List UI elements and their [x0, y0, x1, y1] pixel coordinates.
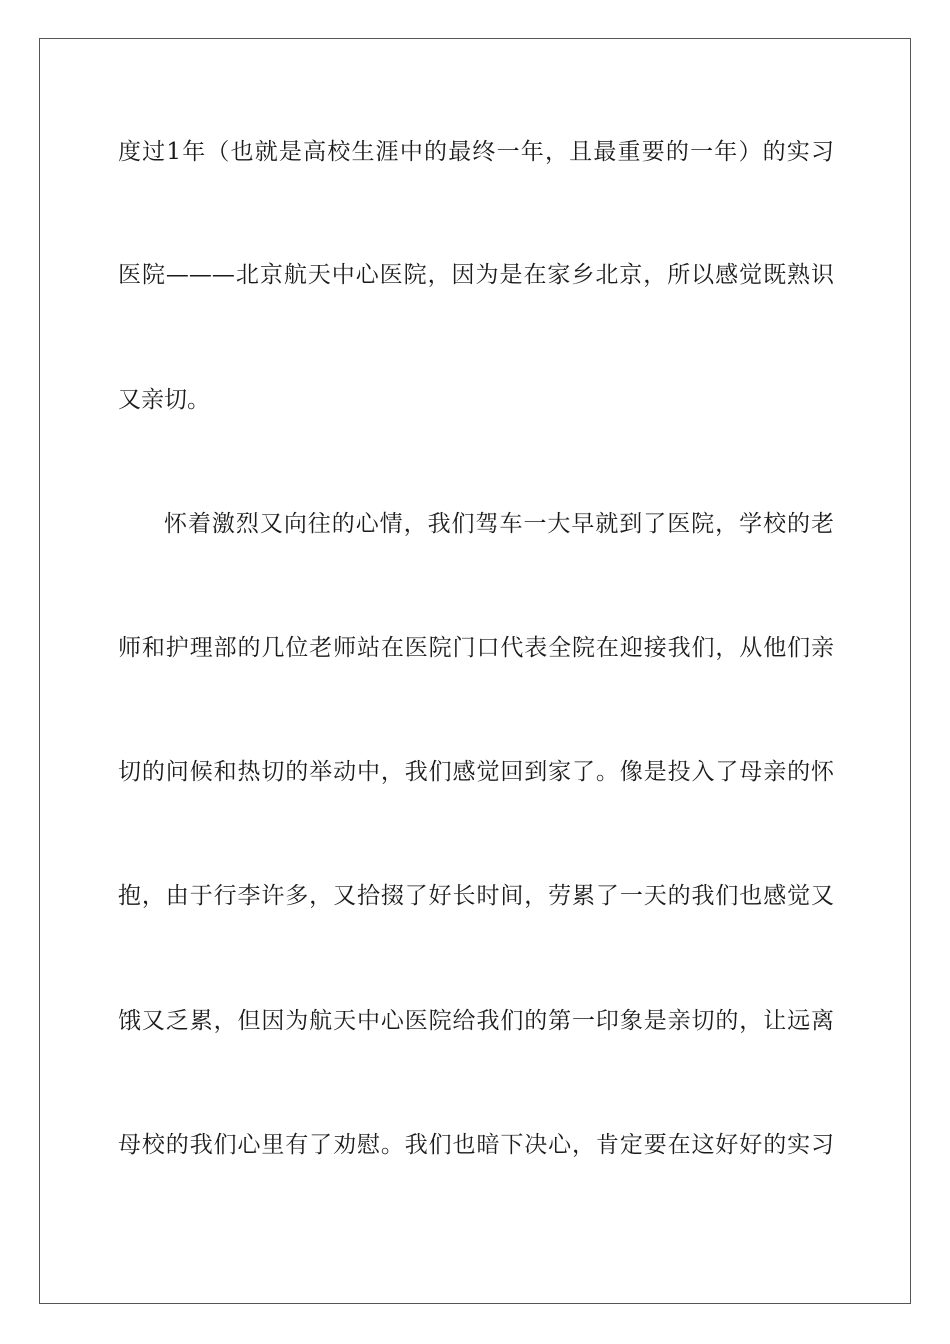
- paragraph-2-line-4: 抱，由于行李许多，又拾掇了好长时间，劳累了一天的我们也感觉又: [118, 883, 834, 909]
- paragraph-2-line-2: 师和护理部的几位老师站在医院门口代表全院在迎接我们，从他们亲: [118, 635, 834, 661]
- paragraph-2-line-5: 饿又乏累，但因为航天中心医院给我们的第一印象是亲切的，让远离: [118, 1008, 834, 1034]
- paragraph-1-line-2: 医院———北京航天中心医院，因为是在家乡北京，所以感觉既熟识: [118, 262, 834, 288]
- paragraph-2-line-3: 切的问候和热切的举动中，我们感觉回到家了。像是投入了母亲的怀: [118, 759, 834, 785]
- paragraph-2-line-1: 怀着激烈又向往的心情，我们驾车一大早就到了医院，学校的老: [164, 511, 834, 537]
- paragraph-1-line-1: 度过1年（也就是高校生涯中的最终一年，且最重要的一年）的实习: [118, 139, 834, 165]
- paragraph-2-line-6: 母校的我们心里有了劝慰。我们也暗下决心，肯定要在这好好的实习: [118, 1132, 834, 1158]
- paragraph-1-line-3: 又亲切。: [118, 387, 210, 413]
- page-frame: [39, 38, 911, 1304]
